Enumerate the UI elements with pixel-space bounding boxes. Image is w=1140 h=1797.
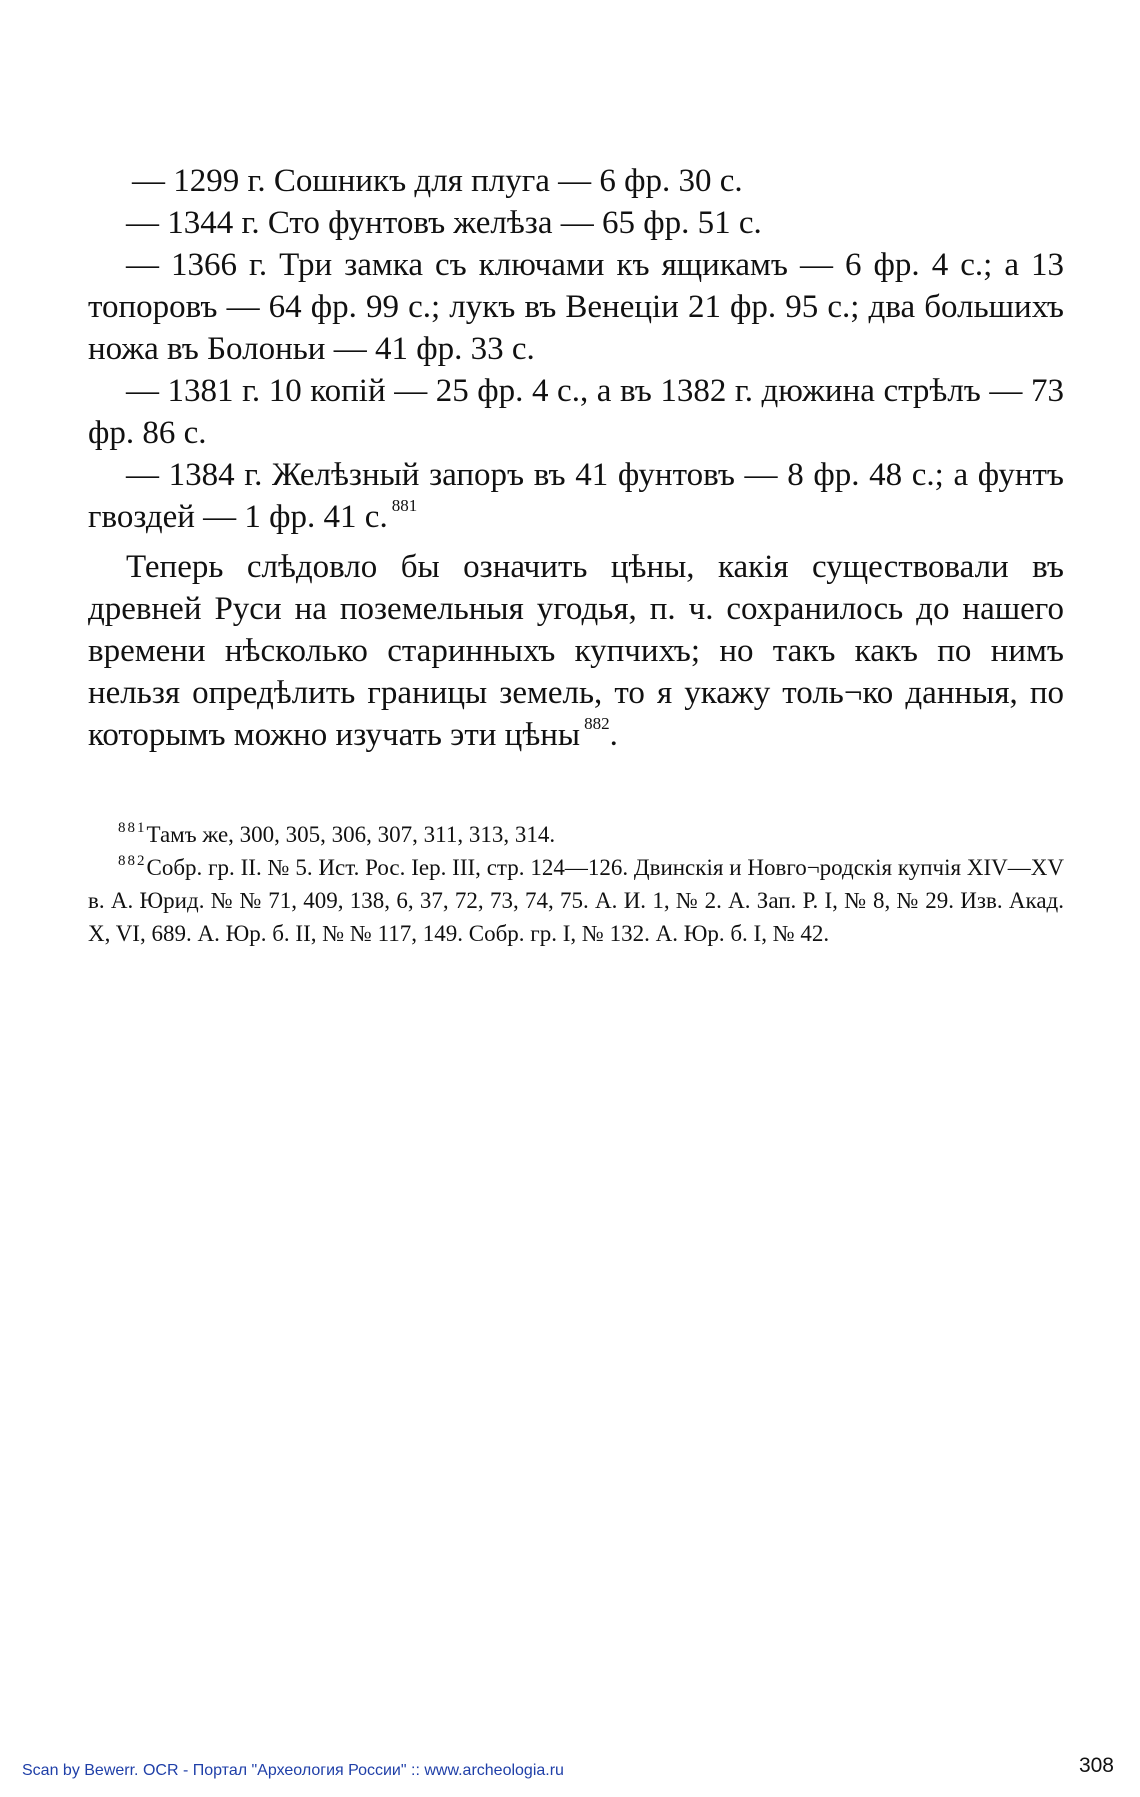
main-text bbox=[88, 160, 1064, 756]
footnote-ref-882[interactable]: 882 bbox=[584, 714, 610, 733]
paragraph-1366: — 1366 г. Три замка съ ключами къ ящикамъ — 6 фр. 4 с.; а 13 топоровъ — 64 фр. 99 с.; лукъ въ Венеціи 21 фр. 95 с.; два большихъ ножа въ Болоньи — 41 фр. 33 с. bbox=[88, 247, 1064, 367]
paragraph-1381: — 1381 г. 10 копій — 25 фр. 4 с., а въ 1382 г. дюжина стрѣлъ — 73 фр. 86 с. bbox=[88, 373, 1064, 451]
footnotes bbox=[88, 818, 1064, 950]
footnote-ref-881[interactable]: 881 bbox=[391, 496, 418, 515]
footnote-number: 881 bbox=[118, 820, 147, 836]
footnote-text: Собр. гр. II. № 5. Ист. Рос. Iер. III, стр. 124—126. Двинскія и Новго¬родскія купчія XIV—XV в. А. Юрид. № № 71, 409, 138, 6, 37, 72, 73, 74, 75. А. И. 1, № 2. А. Зап. Р. I, № 8, № 29. Изв. Акад. X, VI, 689. А. Юр. б. II, № № 117, 149. Собр. гр. I, № 132. А. Юр. б. I, № 42. bbox=[88, 855, 1064, 946]
paragraph-1384 bbox=[88, 454, 1064, 538]
footnote-881 bbox=[88, 818, 1064, 851]
paragraph-land-prices-end: . bbox=[609, 717, 618, 753]
footnote-text: Тамъ же, 300, 305, 306, 307, 311, 313, 314. bbox=[146, 822, 556, 847]
scan-credit-link[interactable]: Scan by Bewerr. OCR - Портал "Археология России" :: www.archeologia.ru bbox=[22, 1762, 564, 1779]
paragraph-1299: — 1299 г. Сошникъ для плуга — 6 фр. 30 с. bbox=[132, 163, 743, 199]
footnote-882 bbox=[88, 851, 1064, 950]
footnote-number: 882 bbox=[118, 853, 147, 869]
paragraph-1384-text: — 1384 г. Желѣзный запоръ въ 41 фунтовъ — 8 фр. 48 с.; а фунтъ гвоздей — 1 фр. 41 с. bbox=[88, 457, 1064, 535]
paragraph-1344: — 1344 г. Сто фунтовъ желѣза — 65 фр. 51 с. bbox=[126, 205, 762, 241]
paragraph-land-prices-text: Теперь слѣдовло бы означить цѣны, какія существовали въ древней Руси на поземельныя угодья, п. ч. сохранилось до нашего времени нѣсколько старинныхъ купчихъ; но такъ какъ по нимъ нельзя опредѣлить границы земель, то я укажу толь¬ко данныя, по которымъ можно изучать эти цѣны bbox=[88, 549, 1064, 753]
page-number: 308 bbox=[1078, 1754, 1114, 1777]
paragraph-land-prices bbox=[88, 546, 1064, 756]
